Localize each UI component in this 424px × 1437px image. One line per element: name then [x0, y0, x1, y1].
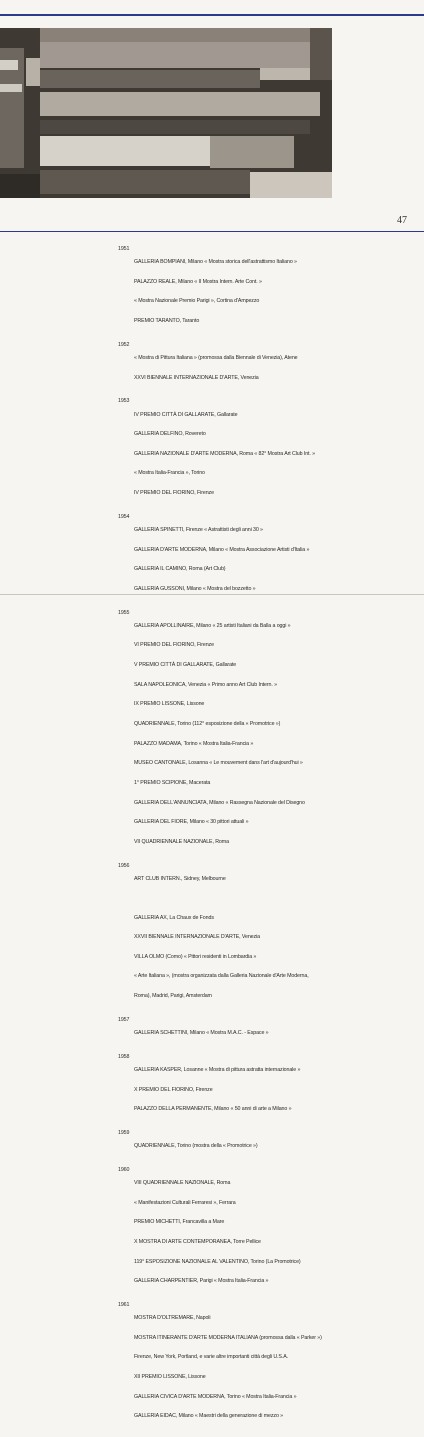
- top-rule: [0, 14, 424, 16]
- entry-line: IV PREMIO DEL FIORINO, Firenze: [134, 490, 214, 497]
- entry-line: PALAZZO DELLA PERMANENTE, Milano « 50 anni di arte a Milano »: [134, 1106, 292, 1113]
- page-number: 47: [397, 215, 407, 226]
- entry-line: X PREMIO DEL FIORINO, Firenze: [134, 1086, 213, 1093]
- entry-line: « Mostra Italia-Francia », Torino: [134, 470, 205, 477]
- chronology-entry: [118, 1017, 418, 1050]
- entry-line: GALLERIA GUSSONI, Milano « Mostra del bozzetto »: [134, 585, 256, 592]
- entry-line: IX PREMIO LISSONE, Lissone: [134, 701, 205, 708]
- entry-line: « Arte Italiana », (mostra organizzata dalla Galleria Nazionale d'Arte Moderna,: [134, 973, 309, 980]
- entry-line: QUADRIENNALE, Torino (mostra della « Promotrice »): [134, 1143, 258, 1150]
- entry-line: GALLERIA D'ARTE MODERNA, Milano « Mostra Associazione Artisti d'Italia »: [134, 546, 310, 553]
- chronology-entry: [118, 1302, 418, 1433]
- entry-year: 1960: [118, 1166, 130, 1173]
- entry-line: ART CLUB INTERN., Sidney, Melbourne: [134, 875, 226, 882]
- entry-line: « Manifestazioni Culturali Ferraresi », Ferrara: [134, 1199, 236, 1206]
- entry-line: « Mostra Nazionale Premio Parigi », Cortina d'Ampezzo: [134, 298, 260, 305]
- chronology-entry: [118, 342, 418, 394]
- chronology-entry: [118, 514, 418, 606]
- entry-line: V PREMIO CITTÀ DI GALLARATE, Gallarate: [134, 662, 237, 669]
- entry-line: GALLERIA SCHETTINI, Milano « Mostra M.A.C. - Espace »: [134, 1030, 269, 1037]
- entry-line: GALLERIA KASPER, Losanne « Mostra di pittura astratta internazionale »: [134, 1066, 301, 1073]
- entry-line: GALLERIA DELFINO, Rovereto: [134, 431, 206, 438]
- entry-line: SALA NAPOLEONICA, Venezia « Primo anno Art Club Intern. »: [134, 681, 277, 688]
- entry-line: 1° PREMIO SCIPIONE, Macerata: [134, 779, 211, 786]
- entry-line: Firenze, New York, Portland, e varie altre importanti città degli U.S.A.: [134, 1354, 288, 1361]
- entry-line: GALLERIA BOMPIANI, Milano « Mostra storica dell'astrattismo Italiano »: [134, 259, 297, 266]
- entry-line: VIII QUADRIENNALE NAZIONALE, Roma: [134, 1180, 231, 1187]
- entry-line: « Mostra di Pittura Italiana » (promossa dalla Biennale di Venezia), Atene: [134, 354, 298, 361]
- entry-line: GALLERIA IL CAMINO, Roma (Art Club): [134, 566, 226, 573]
- chronology-entry: [118, 246, 418, 338]
- entry-year: 1961: [118, 1302, 130, 1309]
- entry-year: 1957: [118, 1016, 130, 1023]
- entry-year: 1952: [118, 341, 130, 348]
- entry-line: PREMIO TARANTO, Taranto: [134, 318, 200, 325]
- entry-line: GALLERIA DEL FIORE, Milano « 30 pittori attuali »: [134, 819, 249, 826]
- entry-line: GALLERIA AX, La Chaux de Fonds: [134, 914, 214, 921]
- chronology-entry: [118, 398, 418, 509]
- entry-year: 1951: [118, 246, 130, 252]
- page-rule: [0, 231, 424, 232]
- entry-line: MOSTRA ITINERANTE D'ARTE MODERNA ITALIANA (promossa dalla « Parker »): [134, 1334, 322, 1341]
- entry-line: GALLERIA APOLLINAIRE, Milano « 25 artisti Italiani da Balla a oggi »: [134, 622, 291, 629]
- entry-line: 119° ESPOSIZIONE NAZIONALE AL VALENTINO, Torino (La Promotrice): [134, 1258, 301, 1265]
- entry-line: GALLERIA NAZIONALE D'ARTE MODERNA, Roma « 82° Mostra Art Club Int. »: [134, 450, 315, 457]
- entry-line: GALLERIA CIVICA D'ARTE MODERNA, Torino « Mostra Italia-Francia »: [134, 1393, 297, 1400]
- entry-year: 1955: [118, 609, 130, 616]
- entry-line: IV PREMIO CITTÀ DI GALLARATE, Gallarate: [134, 411, 238, 418]
- entry-line: MUSEO CANTONALE, Losanna « Le mouvement dans l'art d'aujourd'hui »: [134, 760, 303, 767]
- entry-year: 1954: [118, 513, 130, 520]
- entry-year: 1958: [118, 1053, 130, 1060]
- entry-line: PREMIO MICHETTI, Francavilla a Mare: [134, 1219, 225, 1226]
- entry-line: GALLERIA DELL'ANNUNCIATA, Milano « Rassegna Nazionale del Disegno: [134, 799, 305, 806]
- entry-year: 1959: [118, 1130, 130, 1137]
- entry-line: MOSTRA D'OLTREMARE, Napoli: [134, 1315, 211, 1322]
- entry-line: GALLERIA SPINETTI, Firenze « Astrattisti degli anni 30 »: [134, 526, 263, 533]
- entry-year: 1953: [118, 398, 130, 405]
- entry-line: QUADRIENNALE, Torino (112° esposizione della « Promotrice »): [134, 721, 281, 728]
- entry-line: VILLA OLMO (Como) « Pittori residenti in Lombardia »: [134, 953, 257, 960]
- entry-line: VI PREMIO DEL FIORINO, Firenze: [134, 642, 214, 649]
- entry-line: XXVI BIENNALE INTERNAZIONALE D'ARTE, Venezia: [134, 374, 259, 381]
- entry-line: Roma), Madrid, Parigi, Amsterdam: [134, 993, 212, 1000]
- chronology-entry: [118, 610, 418, 859]
- entry-line: XXVII BIENNALE INTERNAZIONALE D'ARTE, Venezia: [134, 934, 260, 941]
- page-edge: [0, 594, 424, 595]
- chronology-entry: [118, 1167, 418, 1298]
- chronology-entry: [118, 863, 418, 1013]
- chronology-entry: [118, 1054, 418, 1126]
- entry-line: XII PREMIO LISSONE, Lissone: [134, 1374, 206, 1381]
- entry-line: PALAZZO MADAMA, Torino « Mostra Italia-Francia »: [134, 740, 254, 747]
- entry-year: 1956: [118, 862, 130, 869]
- entry-line: X MOSTRA DI ARTE CONTEMPORANEA, Torre Pellice: [134, 1238, 261, 1245]
- entry-line: GALLERIA CHARPENTIER, Parigi « Mostra Italia-Francia »: [134, 1278, 269, 1285]
- entry-line: GALLERIA EIDAC, Milano « Maestri della generazione di mezzo »: [134, 1413, 283, 1420]
- entry-line: VII QUADRIENNALE NAZIONALE, Roma: [134, 838, 229, 845]
- entry-line: PALAZZO REALE, Milano « II Mostra Intern. Arte Cont. »: [134, 278, 262, 285]
- chronology-entry: [118, 1130, 418, 1163]
- entry-spacer: [134, 895, 418, 901]
- abstract-painting-image: [0, 28, 332, 198]
- exhibition-chronology: [118, 246, 418, 1437]
